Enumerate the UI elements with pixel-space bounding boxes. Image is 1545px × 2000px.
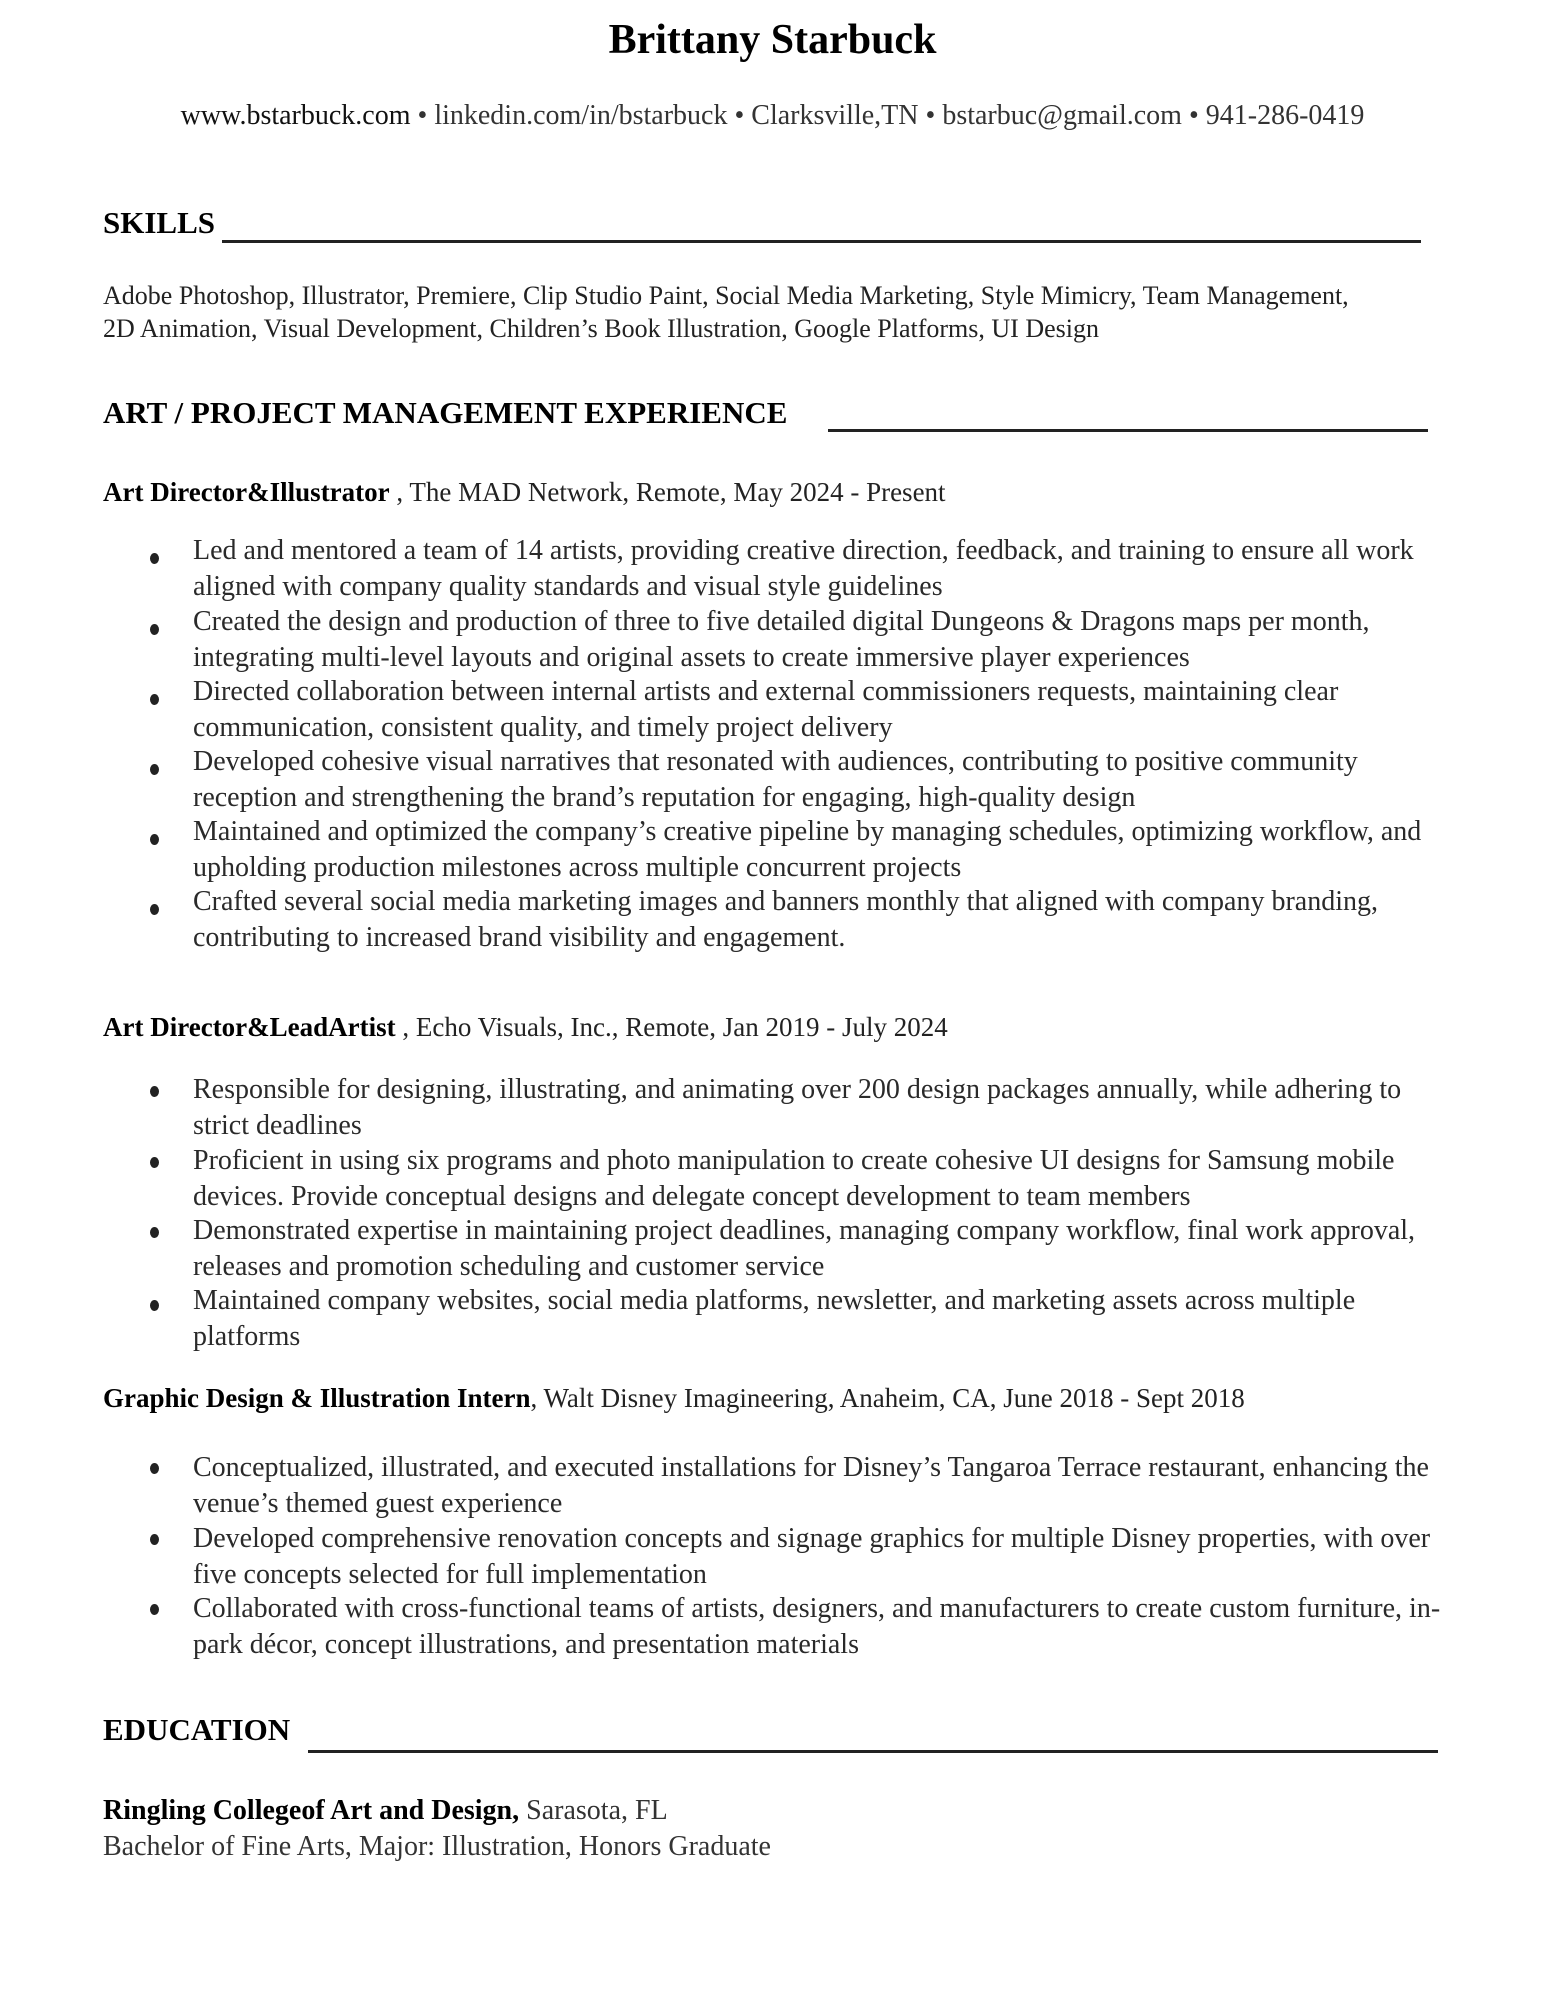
bullet-icon	[150, 834, 159, 845]
bullet-item: Collaborated with cross-functional teams of artists, designers, and manufacturers to create custom furniture, in-park décor, concept illustrations, and presentation materials	[193, 1593, 1441, 1660]
job-title: Graphic Design & Illustration Intern	[103, 1383, 531, 1413]
skills-line-1: Adobe Photoshop, Illustrator, Premiere, Clip Studio Paint, Social Media Marketing, Style Mimicry, Team Management,	[103, 281, 1349, 310]
bullet-item: Created the design and production of three to five detailed digital Dungeons & Dragons maps per month, integrating multi-level layouts and original assets to create immersive player experiences	[193, 606, 1370, 673]
job-title-line	[103, 1383, 1245, 1414]
bullet-item: Directed collaboration between internal artists and external commissioners requests, maintaining clear communication, consistent quality, and timely project delivery	[193, 676, 1339, 743]
bullet-icon	[150, 1463, 159, 1474]
bullet-icon	[150, 1227, 159, 1238]
separator: •	[1181, 100, 1206, 131]
separator: •	[727, 100, 752, 131]
bullet-icon	[150, 1300, 159, 1311]
separator: •	[410, 100, 435, 131]
bullet-item: Developed comprehensive renovation concepts and signage graphics for multiple Disney properties, with over five concepts selected for full implementation	[193, 1523, 1431, 1590]
skills-heading: SKILLS	[103, 205, 216, 240]
email-link[interactable]: bstarbuc@gmail.com	[942, 100, 1182, 131]
location: Clarksville,TN	[751, 100, 919, 131]
bullet-item: Led and mentored a team of 14 artists, providing creative direction, feedback, and training to ensure all work aligned with company quality standards and visual style guidelines	[193, 535, 1414, 602]
job-title: Art Director&Illustrator	[103, 477, 390, 507]
bullet-item: Developed cohesive visual narratives that resonated with audiences, contributing to positive community reception and strengthening the brand’s reputation for engaging, high-quality design	[193, 746, 1358, 813]
experience-rule	[828, 429, 1428, 432]
bullet-item: Proficient in using six programs and photo manipulation to create cohesive UI designs for Samsung mobile devices. Provide conceptual designs and delegate concept development to team members	[193, 1145, 1395, 1212]
bullet-icon	[150, 1604, 159, 1615]
job-details: , Echo Visuals, Inc., Remote, Jan 2019 - July 2024	[395, 1012, 948, 1042]
education-heading: EDUCATION	[103, 1712, 291, 1747]
bullet-item: Conceptualized, illustrated, and executed installations for Disney’s Tangaroa Terrace restaurant, enhancing the venue’s themed guest experience	[193, 1452, 1429, 1519]
separator: •	[918, 100, 943, 131]
phone-number: 941-286-0419	[1205, 100, 1365, 131]
bullet-item: Crafted several social media marketing images and banners monthly that aligned with company branding, contributing to increased brand visibility and engagement.	[193, 886, 1378, 953]
bullet-icon	[150, 553, 159, 564]
bullet-icon	[150, 694, 159, 705]
skills-line-2: 2D Animation, Visual Development, Children’s Book Illustration, Google Platforms, UI Design	[103, 314, 1099, 343]
bullet-icon	[150, 764, 159, 775]
school-location: Sarasota, FL	[519, 1795, 668, 1826]
bullet-icon	[150, 904, 159, 915]
linkedin-link[interactable]: linkedin.com/in/bstarbuck	[434, 100, 728, 131]
bullet-item: Maintained and optimized the company’s creative pipeline by managing schedules, optimizing workflow, and upholding production milestones across multiple concurrent projects	[193, 816, 1422, 883]
job-details: , The MAD Network, Remote, May 2024 - Present	[389, 477, 946, 507]
bullet-item: Responsible for designing, illustrating, and animating over 200 design packages annually, while adhering to strict deadlines	[193, 1074, 1402, 1141]
bullet-item: Demonstrated expertise in maintaining project deadlines, managing company workflow, final work approval, releases and promotion scheduling and customer service	[193, 1215, 1416, 1282]
bullet-icon	[150, 1086, 159, 1097]
skills-rule	[222, 240, 1421, 243]
job-details: , Walt Disney Imagineering, Anaheim, CA, June 2018 - Sept 2018	[530, 1383, 1245, 1413]
contact-line	[0, 100, 1545, 132]
job-title-line	[103, 477, 946, 508]
bullet-icon	[150, 1534, 159, 1545]
degree: Bachelor of Fine Arts, Major: Illustration, Honors Graduate	[103, 1831, 771, 1862]
bullet-icon	[150, 624, 159, 635]
job-title-line	[103, 1012, 948, 1043]
resume-name: Brittany Starbuck	[608, 17, 937, 63]
school-line	[103, 1795, 668, 1827]
bullet-icon	[150, 1157, 159, 1168]
education-rule	[308, 1750, 1438, 1753]
experience-heading: ART / PROJECT MANAGEMENT EXPERIENCE	[103, 395, 788, 430]
bullet-item: Maintained company websites, social media platforms, newsletter, and marketing assets across multiple platforms	[193, 1285, 1356, 1352]
job-title: Art Director&LeadArtist	[103, 1012, 396, 1042]
school-name: Ringling Collegeof Art and Design,	[103, 1795, 520, 1826]
website-link[interactable]: www.bstarbuck.com	[180, 100, 411, 131]
